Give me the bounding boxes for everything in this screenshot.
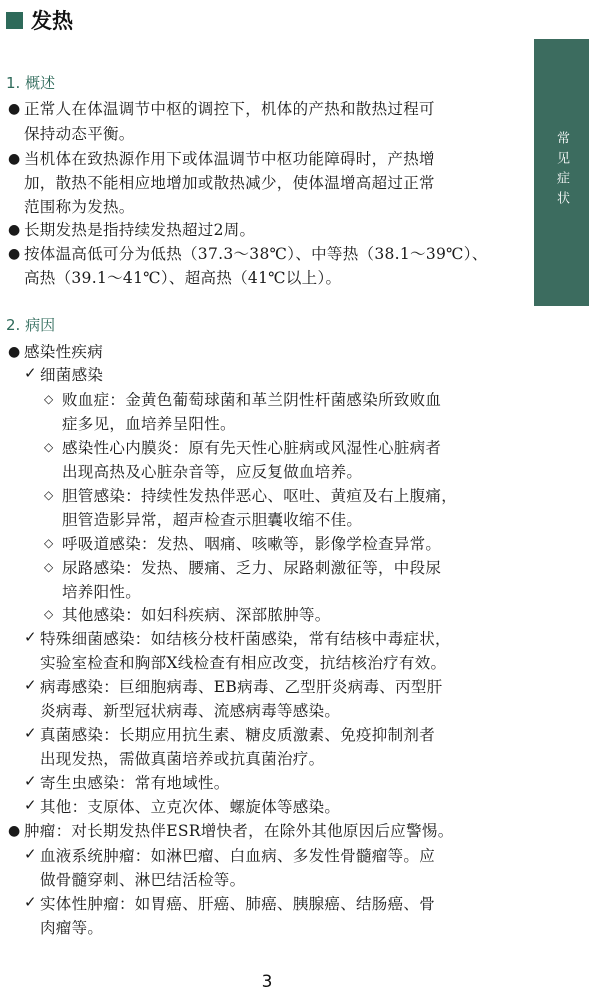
diamond-icon: ◇	[44, 560, 54, 574]
text-line: 尿路感染：发热、腰痛、乏力、尿路刺激征等，中段尿	[62, 559, 442, 577]
text-line: 胆管造影异常，超声检查示胆囊收缩不佳。	[62, 511, 363, 529]
text-line: 真菌感染：长期应用抗生素、糖皮质激素、免疫抑制剂者	[40, 726, 436, 744]
text-line: 细菌感染	[40, 366, 104, 384]
bullet-icon: ●	[8, 246, 21, 262]
bullet-icon: ●	[8, 823, 21, 839]
text-line: 保持动态平衡。	[24, 125, 135, 143]
diamond-icon: ◇	[44, 392, 54, 406]
title-square-icon	[6, 12, 23, 29]
section-heading-causes: 2. 病因	[6, 316, 56, 334]
text-line: 症多见，血培养呈阳性。	[62, 415, 236, 433]
text-line: 长期发热是指持续发热超过2周。	[24, 221, 256, 239]
text-line: 按体温高低可分为低热（37.3～38℃）、中等热（38.1～39℃）、	[24, 245, 488, 263]
bullet-icon: ●	[8, 222, 21, 238]
text-line: 做骨髓穿刺、淋巴结活检等。	[40, 871, 246, 889]
check-icon: ✓	[24, 772, 37, 790]
text-line: 出现发热，需做真菌培养或抗真菌治疗。	[40, 750, 325, 768]
text-line: 其他：支原体、立克次体、螺旋体等感染。	[40, 798, 341, 816]
check-icon: ✓	[24, 724, 37, 742]
page-number: 3	[261, 972, 273, 992]
text-line: 正常人在体温调节中枢的调控下，机体的产热和散热过程可	[24, 100, 435, 118]
text-line: 肿瘤：对长期发热伴ESR增快者，在除外其他原因后应警惕。	[24, 822, 454, 840]
side-tab	[534, 39, 589, 306]
diamond-icon: ◇	[44, 607, 54, 621]
text-line: 炎病毒、新型冠状病毒、流感病毒等感染。	[40, 702, 341, 720]
text-line: 其他感染：如妇科疾病、深部脓肿等。	[62, 606, 331, 624]
text-line: 病毒感染：巨细胞病毒、EB病毒、乙型肝炎病毒、丙型肝	[40, 678, 443, 696]
page-title-row	[6, 6, 73, 34]
bullet-icon: ●	[8, 101, 21, 117]
side-tab-label: 常见症状	[554, 131, 569, 211]
diamond-icon: ◇	[44, 440, 54, 454]
page-title: 发热	[31, 9, 73, 33]
text-line: 出现高热及心脏杂音等，应反复做血培养。	[62, 463, 363, 481]
text-line: 实验室检查和胸部X线检查有相应改变，抗结核治疗有效。	[40, 654, 447, 672]
check-icon: ✓	[24, 845, 37, 863]
text-line: 感染性疾病	[24, 343, 104, 361]
text-line: 肉瘤等。	[40, 919, 104, 937]
diamond-icon: ◇	[44, 536, 54, 550]
text-line: 高热（39.1～41℃）、超高热（41℃以上）。	[24, 269, 342, 287]
bullet-icon: ●	[8, 151, 21, 167]
check-icon: ✓	[24, 628, 37, 646]
text-line: 实体性肿瘤：如胃癌、肝癌、肺癌、胰腺癌、结肠癌、骨	[40, 895, 436, 913]
text-line: 血液系统肿瘤：如淋巴瘤、白血病、多发性骨髓瘤等。应	[40, 847, 436, 865]
text-line: 感染性心内膜炎：原有先天性心脏病或风湿性心脏病者	[62, 439, 442, 457]
text-line: 当机体在致热源作用下或体温调节中枢功能障碍时，产热增	[24, 150, 435, 168]
check-icon: ✓	[24, 676, 37, 694]
check-icon: ✓	[24, 796, 37, 814]
text-line: 寄生虫感染：常有地域性。	[40, 774, 230, 792]
text-line: 范围称为发热。	[24, 198, 135, 216]
text-line: 特殊细菌感染：如结核分枝杆菌感染，常有结核中毒症状，	[40, 630, 451, 648]
check-icon: ✓	[24, 893, 37, 911]
text-line: 胆管感染：持续性发热伴恶心、呕吐、黄疸及右上腹痛，	[62, 487, 458, 505]
check-icon: ✓	[24, 364, 37, 382]
section-heading-overview: 1. 概述	[6, 74, 56, 92]
bullet-icon: ●	[8, 344, 21, 360]
diamond-icon: ◇	[44, 488, 54, 502]
text-line: 培养阳性。	[62, 583, 142, 601]
text-line: 呼吸道感染：发热、咽痛、咳嗽等，影像学检查异常。	[62, 535, 442, 553]
text-line: 加，散热不能相应地增加或散热减少，使体温增高超过正常	[24, 174, 435, 192]
text-line: 败血症：金黄色葡萄球菌和革兰阴性杆菌感染所致败血	[62, 391, 442, 409]
